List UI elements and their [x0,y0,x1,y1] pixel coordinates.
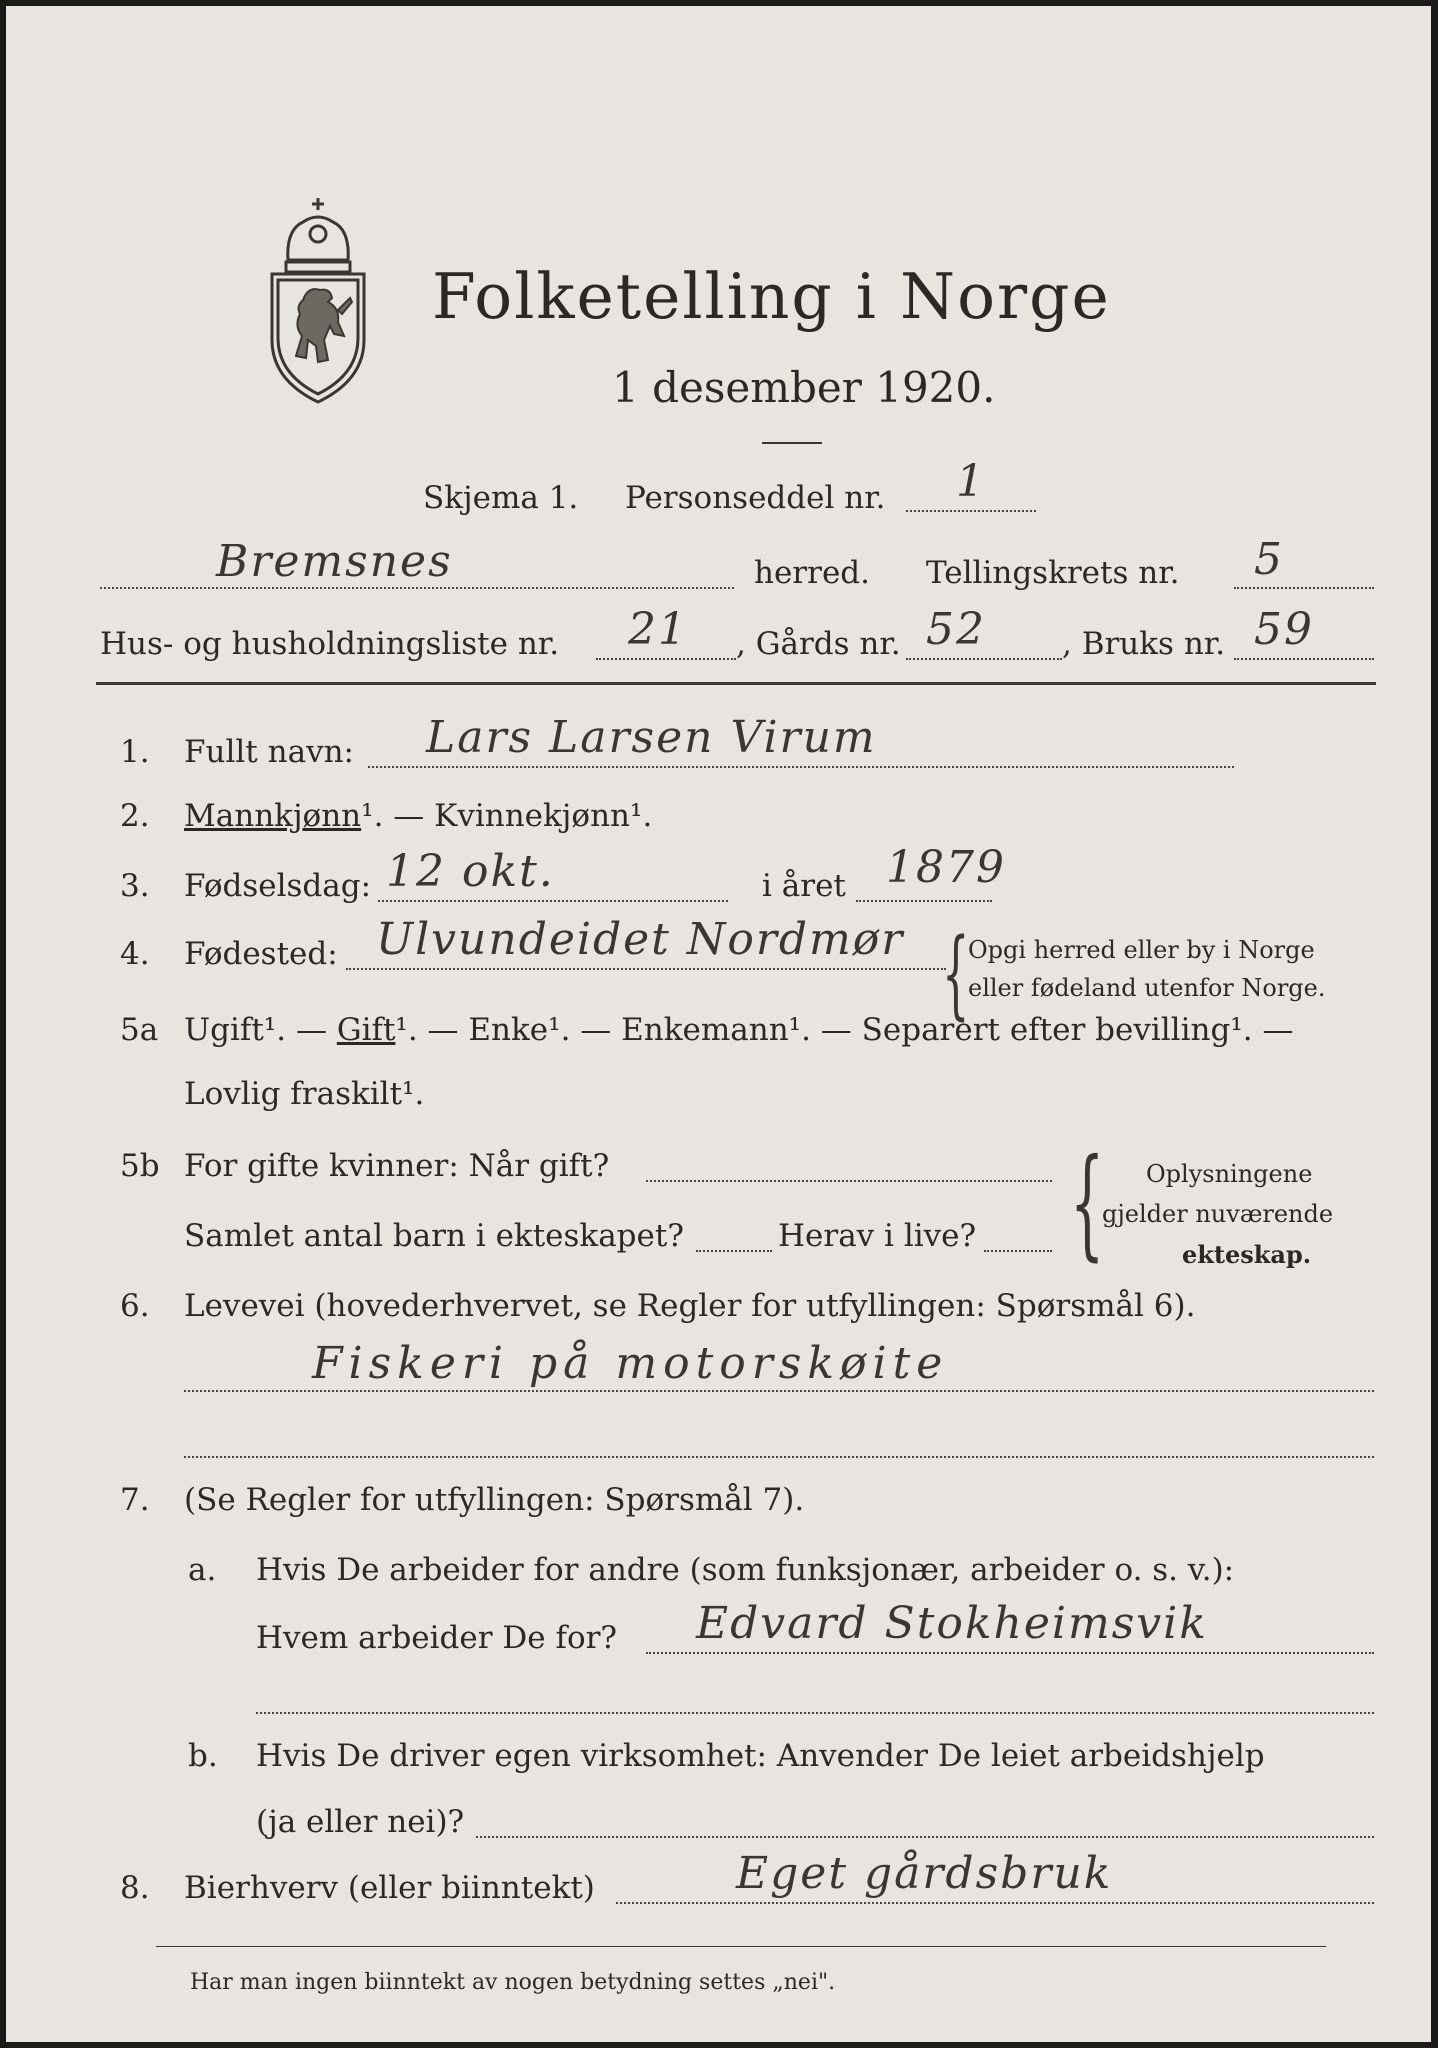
q8-number: 8. [120,1870,150,1906]
q4-number: 4. [120,936,150,972]
husliste-value: 21 [628,604,688,655]
birth-date-value: 12 okt. [386,846,555,897]
q6-label: Levevei (hovederhvervet, se Regler for utfyllingen: Spørsmål 6). [184,1288,1196,1324]
q2-number: 2. [120,798,150,834]
birthplace-value: Ulvundeidet Nordmør [376,914,905,965]
male-option: Mannkjønn [184,798,362,834]
q8-label: Bierhverv (eller biinntekt) [184,1870,595,1906]
q7a-letter: a. [188,1552,217,1588]
secondary-income-value: Eget gårdsbruk [736,1848,1113,1899]
marriage-note-line2: gjelder nuværende [1102,1200,1334,1228]
full-name-value: Lars Larsen Virum [426,712,877,763]
children-alive-label: Herav i live? [778,1218,977,1254]
husliste-label: Hus- og husholdningsliste nr. [100,626,560,662]
q1-label: Fullt navn: [184,734,354,770]
marital-options: Ugift¹. — Gift¹. — Enke¹. — Enkemann¹. — Separert efter bevilling¹. — [184,1012,1294,1048]
children-count-label: Samlet antal barn i ekteskapet? [184,1218,684,1254]
header-rule [96,682,1376,685]
personseddel-value: 1 [956,456,986,507]
female-option: Kvinnekjønn [434,798,631,834]
schema-label: Skjema 1. [423,480,579,516]
herred-label: herred. [754,555,870,591]
marital-options-line2: Lovlig fraskilt¹. [184,1076,425,1112]
personseddel-label: Personseddel nr. [625,480,886,516]
form-title: Folketelling i Norge [432,260,1111,333]
q7a-line2: Hvem arbeider De for? [256,1620,618,1656]
gards-label: , Gårds nr. [736,626,901,662]
q3-label: Fødselsdag: [184,868,372,904]
bruks-value: 59 [1254,604,1314,655]
employer-value: Edvard Stokheimsvik [696,1598,1208,1649]
tellingskrets-label: Tellingskrets nr. [926,555,1180,591]
sex-options: Mannkjønn¹. — Kvinnekjønn¹. [184,798,653,834]
q7b-line2: (ja eller nei)? [256,1804,465,1840]
marriage-note-line3: ekteskap. [1182,1240,1312,1269]
occupation-value: Fiskeri på motorskøite [312,1338,949,1389]
q3-number: 3. [120,868,150,904]
form-date: 1 desember 1920. [612,363,996,412]
q1-number: 1. [120,734,150,770]
birthplace-note-line2: eller fødeland utenfor Norge. [968,974,1326,1002]
coat-of-arms-icon [258,190,382,410]
q5b-number: 5b [120,1148,160,1184]
married-option: Gift [336,1012,396,1048]
footer-note: Har man ingen biinntekt av nogen betydning settes „nei". [190,1970,836,1995]
q7-number: 7. [120,1482,150,1518]
marriage-note-line1: Oplysningene [1146,1160,1313,1188]
year-label: i året [762,868,846,904]
title-divider [762,442,822,444]
census-form: Folketelling i Norge 1 desember 1920. Skjema 1. Personseddel nr. 1 Bremsnes herred. Tellingskrets nr. 5 Hus- og husholdningsliste nr. 21 , Gårds nr. 52 , Bruks nr. 59 1. Fullt navn: Lars Larsen Virum 2. Mannkjønn¹. — Kvinnekjønn¹. 3. Fødselsdag: 12 okt. i året 1879 4. Fødested: Ulvundeidet Nordmør { Opgi herred eller by i Norge eller fødeland utenfor Norge. 5a Ugift¹. — Gift¹. — Enke¹. — Enkemann¹. — Separert efter bevilling¹. — Lovlig fraskilt¹. 5b For gifte kvinner: Når gift? Samlet antal barn i ekteskapet? Herav i live? { Oplysningene gjelder nuværende ekteskap. 6. Levevei (hovederhvervet, se Regler for utfyllingen: Spørsmål 6). Fiskeri på motorskøite 7. (Se Regler for utfyllingen: Spørsmål 7). a. Hvis De arbeider for andre (som funksjonær, arbeider o. s. v.): Hvem arbeider De for? Edvard Stokheimsvik b. Hvis De driver egen virksomhet: Anvender De leiet arbeidshjelp (ja eller nei)? 8. Bierhverv (eller biinntekt) Eget gårdsbruk Har man ingen biinntekt av nogen betydning settes „nei". [6,6,1431,2042]
q7b-letter: b. [188,1738,218,1774]
q4-label: Fødested: [184,936,338,972]
herred-value: Bremsnes [216,536,453,587]
footer-rule [156,1946,1326,1947]
tellingskrets-value: 5 [1254,534,1284,585]
bruks-label: , Bruks nr. [1062,626,1226,662]
gards-value: 52 [926,604,986,655]
birthplace-note-line1: Opgi herred eller by i Norge [968,936,1315,964]
q5a-number: 5a [120,1012,159,1048]
q7-label: (Se Regler for utfyllingen: Spørsmål 7). [184,1482,805,1518]
q7b-line1: Hvis De driver egen virksomhet: Anvender De leiet arbeidshjelp [256,1738,1265,1774]
q6-number: 6. [120,1288,150,1324]
q7a-line1: Hvis De arbeider for andre (som funksjonær, arbeider o. s. v.): [256,1552,1235,1588]
married-when-label: For gifte kvinner: Når gift? [184,1148,610,1184]
birth-year-value: 1879 [886,842,1006,893]
